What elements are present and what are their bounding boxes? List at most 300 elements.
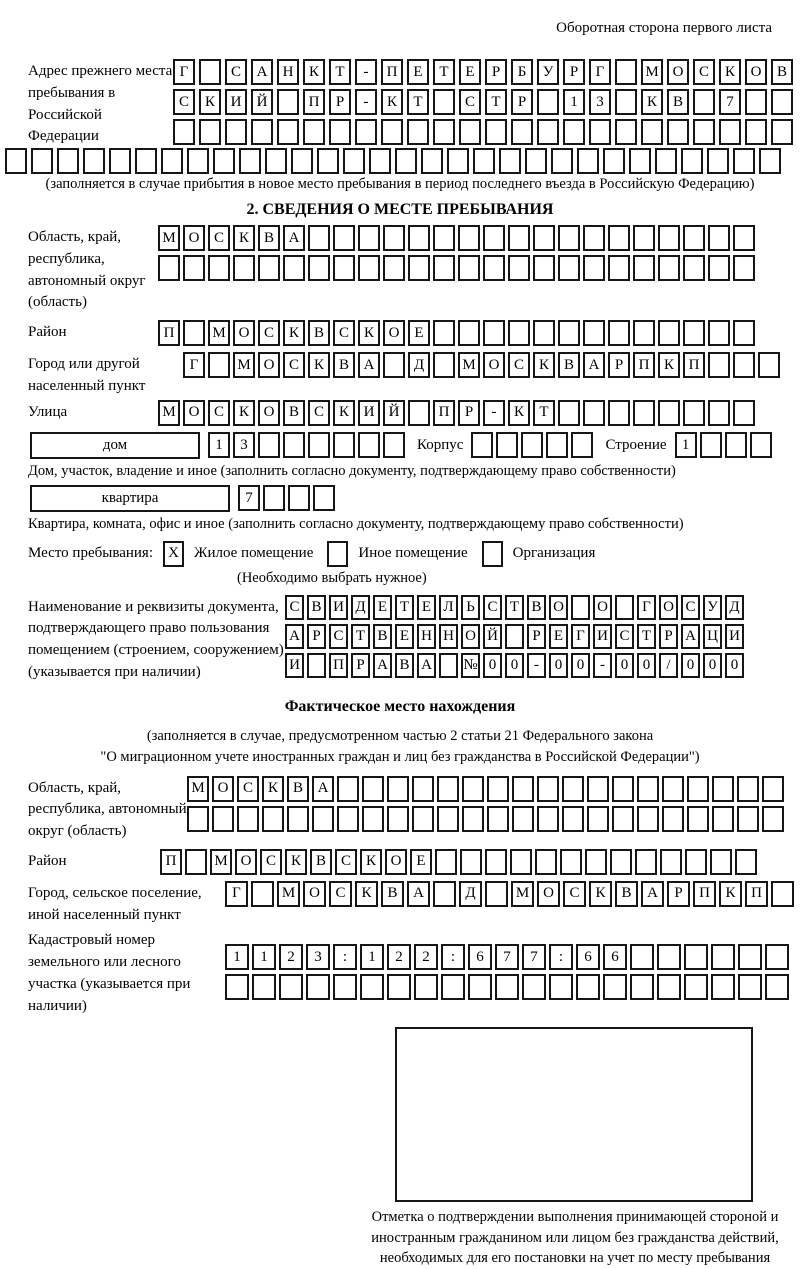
char-cell[interactable]: Л bbox=[439, 595, 458, 620]
char-cell[interactable]: : bbox=[333, 944, 357, 970]
char-cell[interactable]: К bbox=[658, 352, 680, 378]
char-cell[interactable] bbox=[251, 119, 273, 145]
char-cell[interactable] bbox=[83, 148, 105, 174]
char-cell[interactable] bbox=[258, 255, 280, 281]
char-cell[interactable] bbox=[525, 148, 547, 174]
char-cell[interactable] bbox=[630, 944, 654, 970]
char-cell[interactable] bbox=[637, 776, 659, 802]
char-cell[interactable]: Р bbox=[659, 624, 678, 649]
char-cell[interactable]: К bbox=[333, 400, 355, 426]
char-cell[interactable]: 3 bbox=[306, 944, 330, 970]
char-cell[interactable] bbox=[738, 944, 762, 970]
char-cell[interactable] bbox=[187, 148, 209, 174]
char-cell[interactable] bbox=[683, 400, 705, 426]
char-cell[interactable]: О bbox=[659, 595, 678, 620]
char-cell[interactable] bbox=[658, 400, 680, 426]
char-cell[interactable] bbox=[658, 225, 680, 251]
char-cell[interactable] bbox=[483, 255, 505, 281]
char-cell[interactable] bbox=[660, 849, 682, 875]
char-cell[interactable] bbox=[610, 849, 632, 875]
char-cell[interactable] bbox=[762, 806, 784, 832]
char-cell[interactable]: С bbox=[173, 89, 195, 115]
char-cell[interactable] bbox=[558, 255, 580, 281]
char-cell[interactable]: 0 bbox=[637, 653, 656, 678]
char-cell[interactable]: К bbox=[360, 849, 382, 875]
char-cell[interactable] bbox=[237, 806, 259, 832]
char-cell[interactable] bbox=[612, 806, 634, 832]
char-cell[interactable]: О bbox=[549, 595, 568, 620]
char-cell[interactable] bbox=[685, 849, 707, 875]
char-cell[interactable] bbox=[711, 974, 735, 1000]
char-cell[interactable]: 1 bbox=[675, 432, 697, 458]
char-cell[interactable] bbox=[5, 148, 27, 174]
char-cell[interactable]: И bbox=[225, 89, 247, 115]
char-cell[interactable]: М bbox=[233, 352, 255, 378]
char-cell[interactable] bbox=[183, 320, 205, 346]
char-cell[interactable]: М bbox=[458, 352, 480, 378]
char-cell[interactable] bbox=[733, 148, 755, 174]
char-cell[interactable] bbox=[733, 255, 755, 281]
char-cell[interactable]: В bbox=[307, 595, 326, 620]
char-cell[interactable] bbox=[533, 225, 555, 251]
char-cell[interactable]: С bbox=[208, 225, 230, 251]
char-cell[interactable]: Т bbox=[505, 595, 524, 620]
char-cell[interactable]: П bbox=[433, 400, 455, 426]
char-cell[interactable] bbox=[433, 352, 455, 378]
char-cell[interactable]: А bbox=[641, 881, 664, 907]
char-cell[interactable]: Т bbox=[485, 89, 507, 115]
char-cell[interactable]: / bbox=[659, 653, 678, 678]
char-cell[interactable] bbox=[537, 89, 559, 115]
char-cell[interactable]: Т bbox=[637, 624, 656, 649]
char-cell[interactable] bbox=[358, 255, 380, 281]
char-cell[interactable]: И bbox=[725, 624, 744, 649]
char-cell[interactable]: 6 bbox=[603, 944, 627, 970]
char-cell[interactable] bbox=[307, 653, 326, 678]
char-cell[interactable] bbox=[750, 432, 772, 458]
char-cell[interactable] bbox=[738, 974, 762, 1000]
char-cell[interactable]: Т bbox=[351, 624, 370, 649]
char-cell[interactable] bbox=[383, 225, 405, 251]
char-cell[interactable]: А bbox=[312, 776, 334, 802]
char-cell[interactable]: Т bbox=[407, 89, 429, 115]
char-cell[interactable] bbox=[615, 59, 637, 85]
char-cell[interactable]: О bbox=[212, 776, 234, 802]
char-cell[interactable] bbox=[225, 974, 249, 1000]
char-cell[interactable] bbox=[641, 119, 663, 145]
char-cell[interactable] bbox=[258, 432, 280, 458]
char-cell[interactable] bbox=[537, 119, 559, 145]
char-cell[interactable] bbox=[683, 255, 705, 281]
char-cell[interactable]: Н bbox=[439, 624, 458, 649]
char-cell[interactable]: У bbox=[537, 59, 559, 85]
char-cell[interactable]: С bbox=[285, 595, 304, 620]
char-cell[interactable] bbox=[510, 849, 532, 875]
char-cell[interactable]: О bbox=[383, 320, 405, 346]
char-cell[interactable] bbox=[537, 806, 559, 832]
char-cell[interactable] bbox=[583, 320, 605, 346]
char-cell[interactable] bbox=[587, 806, 609, 832]
char-cell[interactable] bbox=[505, 624, 524, 649]
char-cell[interactable]: К bbox=[283, 320, 305, 346]
char-cell[interactable]: Г bbox=[589, 59, 611, 85]
char-cell[interactable] bbox=[421, 148, 443, 174]
char-cell[interactable]: К bbox=[533, 352, 555, 378]
char-cell[interactable]: Й bbox=[483, 624, 502, 649]
char-cell[interactable] bbox=[733, 400, 755, 426]
char-cell[interactable] bbox=[658, 255, 680, 281]
char-cell[interactable] bbox=[313, 485, 335, 511]
char-cell[interactable]: Е bbox=[373, 595, 392, 620]
char-cell[interactable] bbox=[387, 974, 411, 1000]
char-cell[interactable]: Г bbox=[225, 881, 248, 907]
char-cell[interactable]: С bbox=[335, 849, 357, 875]
char-cell[interactable]: М bbox=[277, 881, 300, 907]
char-cell[interactable] bbox=[745, 119, 767, 145]
char-cell[interactable] bbox=[333, 255, 355, 281]
char-cell[interactable] bbox=[708, 255, 730, 281]
char-cell[interactable]: А bbox=[285, 624, 304, 649]
char-cell[interactable] bbox=[615, 119, 637, 145]
char-cell[interactable] bbox=[583, 225, 605, 251]
char-cell[interactable] bbox=[771, 881, 794, 907]
char-cell[interactable]: В bbox=[395, 653, 414, 678]
char-cell[interactable]: П bbox=[329, 653, 348, 678]
char-cell[interactable] bbox=[412, 806, 434, 832]
char-cell[interactable]: С bbox=[283, 352, 305, 378]
char-cell[interactable] bbox=[412, 776, 434, 802]
char-cell[interactable] bbox=[635, 849, 657, 875]
char-cell[interactable] bbox=[362, 806, 384, 832]
char-cell[interactable]: М bbox=[210, 849, 232, 875]
char-cell[interactable] bbox=[485, 119, 507, 145]
char-cell[interactable]: А bbox=[681, 624, 700, 649]
char-cell[interactable] bbox=[733, 320, 755, 346]
char-cell[interactable] bbox=[485, 849, 507, 875]
char-cell[interactable] bbox=[511, 119, 533, 145]
char-cell[interactable] bbox=[263, 485, 285, 511]
char-cell[interactable]: О bbox=[593, 595, 612, 620]
char-cell[interactable] bbox=[684, 944, 708, 970]
char-cell[interactable] bbox=[433, 89, 455, 115]
char-cell[interactable] bbox=[288, 485, 310, 511]
char-cell[interactable]: 0 bbox=[725, 653, 744, 678]
char-cell[interactable] bbox=[337, 806, 359, 832]
char-cell[interactable] bbox=[560, 849, 582, 875]
char-cell[interactable] bbox=[537, 776, 559, 802]
stay-type-residential-checkbox[interactable]: X bbox=[163, 541, 184, 567]
char-cell[interactable]: 7 bbox=[719, 89, 741, 115]
char-cell[interactable] bbox=[577, 148, 599, 174]
char-cell[interactable] bbox=[687, 776, 709, 802]
char-cell[interactable] bbox=[485, 881, 508, 907]
char-cell[interactable]: В bbox=[258, 225, 280, 251]
char-cell[interactable]: 7 bbox=[495, 944, 519, 970]
char-cell[interactable] bbox=[437, 806, 459, 832]
char-cell[interactable] bbox=[683, 225, 705, 251]
char-cell[interactable] bbox=[712, 776, 734, 802]
char-cell[interactable]: О bbox=[745, 59, 767, 85]
char-cell[interactable] bbox=[608, 255, 630, 281]
char-cell[interactable]: - bbox=[483, 400, 505, 426]
char-cell[interactable]: К bbox=[233, 400, 255, 426]
char-cell[interactable]: 0 bbox=[703, 653, 722, 678]
char-cell[interactable] bbox=[408, 400, 430, 426]
char-cell[interactable] bbox=[333, 974, 357, 1000]
char-cell[interactable] bbox=[208, 352, 230, 378]
char-cell[interactable] bbox=[508, 225, 530, 251]
char-cell[interactable] bbox=[460, 849, 482, 875]
char-cell[interactable] bbox=[369, 148, 391, 174]
char-cell[interactable] bbox=[585, 849, 607, 875]
char-cell[interactable] bbox=[383, 432, 405, 458]
char-cell[interactable]: 2 bbox=[414, 944, 438, 970]
char-cell[interactable]: С bbox=[333, 320, 355, 346]
char-cell[interactable] bbox=[745, 89, 767, 115]
char-cell[interactable] bbox=[549, 974, 573, 1000]
char-cell[interactable]: Г bbox=[637, 595, 656, 620]
char-cell[interactable] bbox=[358, 432, 380, 458]
char-cell[interactable] bbox=[655, 148, 677, 174]
char-cell[interactable] bbox=[707, 148, 729, 174]
char-cell[interactable] bbox=[551, 148, 573, 174]
char-cell[interactable]: Н bbox=[277, 59, 299, 85]
char-cell[interactable] bbox=[633, 320, 655, 346]
char-cell[interactable] bbox=[658, 320, 680, 346]
char-cell[interactable] bbox=[473, 148, 495, 174]
char-cell[interactable]: П bbox=[381, 59, 403, 85]
char-cell[interactable] bbox=[693, 119, 715, 145]
char-cell[interactable] bbox=[533, 320, 555, 346]
char-cell[interactable] bbox=[183, 255, 205, 281]
char-cell[interactable]: П bbox=[683, 352, 705, 378]
char-cell[interactable] bbox=[135, 148, 157, 174]
char-cell[interactable]: А bbox=[407, 881, 430, 907]
char-cell[interactable]: Р bbox=[563, 59, 585, 85]
char-cell[interactable] bbox=[512, 806, 534, 832]
char-cell[interactable] bbox=[303, 119, 325, 145]
char-cell[interactable]: В bbox=[527, 595, 546, 620]
char-cell[interactable]: К bbox=[381, 89, 403, 115]
char-cell[interactable]: Т bbox=[433, 59, 455, 85]
char-cell[interactable] bbox=[462, 776, 484, 802]
char-cell[interactable]: К bbox=[589, 881, 612, 907]
char-cell[interactable]: У bbox=[703, 595, 722, 620]
char-cell[interactable] bbox=[265, 148, 287, 174]
char-cell[interactable]: С bbox=[258, 320, 280, 346]
char-cell[interactable] bbox=[495, 974, 519, 1000]
char-cell[interactable] bbox=[407, 119, 429, 145]
char-cell[interactable]: 1 bbox=[252, 944, 276, 970]
char-cell[interactable]: Т bbox=[533, 400, 555, 426]
char-cell[interactable] bbox=[277, 119, 299, 145]
char-cell[interactable]: П bbox=[745, 881, 768, 907]
char-cell[interactable] bbox=[733, 352, 755, 378]
char-cell[interactable] bbox=[712, 806, 734, 832]
char-cell[interactable] bbox=[277, 89, 299, 115]
char-cell[interactable] bbox=[199, 59, 221, 85]
char-cell[interactable] bbox=[725, 432, 747, 458]
char-cell[interactable]: К bbox=[719, 59, 741, 85]
char-cell[interactable]: Д bbox=[351, 595, 370, 620]
char-cell[interactable]: О bbox=[183, 225, 205, 251]
char-cell[interactable]: К bbox=[308, 352, 330, 378]
char-cell[interactable]: 0 bbox=[571, 653, 590, 678]
char-cell[interactable] bbox=[512, 776, 534, 802]
char-cell[interactable]: О bbox=[537, 881, 560, 907]
char-cell[interactable] bbox=[708, 320, 730, 346]
char-cell[interactable]: 2 bbox=[279, 944, 303, 970]
char-cell[interactable]: С bbox=[260, 849, 282, 875]
char-cell[interactable] bbox=[333, 432, 355, 458]
char-cell[interactable]: И bbox=[358, 400, 380, 426]
char-cell[interactable] bbox=[458, 225, 480, 251]
char-cell[interactable]: Е bbox=[410, 849, 432, 875]
char-cell[interactable] bbox=[262, 806, 284, 832]
char-cell[interactable]: Т bbox=[329, 59, 351, 85]
char-cell[interactable] bbox=[395, 148, 417, 174]
char-cell[interactable] bbox=[483, 225, 505, 251]
char-cell[interactable] bbox=[571, 432, 593, 458]
char-cell[interactable] bbox=[458, 255, 480, 281]
char-cell[interactable]: С bbox=[308, 400, 330, 426]
char-cell[interactable]: 0 bbox=[505, 653, 524, 678]
char-cell[interactable] bbox=[558, 400, 580, 426]
char-cell[interactable]: 0 bbox=[681, 653, 700, 678]
char-cell[interactable] bbox=[458, 320, 480, 346]
char-cell[interactable] bbox=[657, 974, 681, 1000]
char-cell[interactable] bbox=[562, 806, 584, 832]
char-cell[interactable]: М bbox=[641, 59, 663, 85]
char-cell[interactable] bbox=[312, 806, 334, 832]
char-cell[interactable] bbox=[355, 119, 377, 145]
char-cell[interactable]: 7 bbox=[522, 944, 546, 970]
char-cell[interactable] bbox=[233, 255, 255, 281]
char-cell[interactable] bbox=[508, 320, 530, 346]
char-cell[interactable] bbox=[383, 352, 405, 378]
char-cell[interactable]: С bbox=[329, 881, 352, 907]
char-cell[interactable] bbox=[719, 119, 741, 145]
char-cell[interactable]: Р bbox=[667, 881, 690, 907]
char-cell[interactable] bbox=[508, 255, 530, 281]
char-cell[interactable] bbox=[535, 849, 557, 875]
char-cell[interactable] bbox=[684, 974, 708, 1000]
char-cell[interactable] bbox=[683, 320, 705, 346]
char-cell[interactable]: 3 bbox=[233, 432, 255, 458]
char-cell[interactable]: Р bbox=[458, 400, 480, 426]
char-cell[interactable]: К bbox=[262, 776, 284, 802]
char-cell[interactable]: К bbox=[641, 89, 663, 115]
stay-type-other-checkbox[interactable] bbox=[327, 541, 348, 567]
char-cell[interactable] bbox=[199, 119, 221, 145]
char-cell[interactable] bbox=[252, 974, 276, 1000]
char-cell[interactable] bbox=[612, 776, 634, 802]
char-cell[interactable] bbox=[208, 255, 230, 281]
char-cell[interactable] bbox=[681, 148, 703, 174]
char-cell[interactable]: О bbox=[303, 881, 326, 907]
char-cell[interactable] bbox=[433, 119, 455, 145]
char-cell[interactable] bbox=[387, 776, 409, 802]
char-cell[interactable] bbox=[558, 320, 580, 346]
char-cell[interactable]: В bbox=[283, 400, 305, 426]
char-cell[interactable]: 0 bbox=[549, 653, 568, 678]
char-cell[interactable] bbox=[708, 225, 730, 251]
char-cell[interactable] bbox=[439, 653, 458, 678]
char-cell[interactable] bbox=[279, 974, 303, 1000]
char-cell[interactable] bbox=[360, 974, 384, 1000]
char-cell[interactable]: Р bbox=[329, 89, 351, 115]
char-cell[interactable] bbox=[633, 255, 655, 281]
char-cell[interactable] bbox=[381, 119, 403, 145]
char-cell[interactable]: Е bbox=[407, 59, 429, 85]
char-cell[interactable] bbox=[185, 849, 207, 875]
char-cell[interactable]: М bbox=[208, 320, 230, 346]
char-cell[interactable]: П bbox=[693, 881, 716, 907]
char-cell[interactable]: - bbox=[527, 653, 546, 678]
char-cell[interactable] bbox=[693, 89, 715, 115]
char-cell[interactable]: О bbox=[667, 59, 689, 85]
char-cell[interactable] bbox=[667, 119, 689, 145]
char-cell[interactable]: Д bbox=[408, 352, 430, 378]
char-cell[interactable] bbox=[629, 148, 651, 174]
char-cell[interactable] bbox=[759, 148, 781, 174]
stay-type-organization-checkbox[interactable] bbox=[482, 541, 503, 567]
char-cell[interactable]: Е bbox=[459, 59, 481, 85]
char-cell[interactable]: И bbox=[285, 653, 304, 678]
char-cell[interactable] bbox=[343, 148, 365, 174]
char-cell[interactable]: 1 bbox=[225, 944, 249, 970]
char-cell[interactable] bbox=[283, 255, 305, 281]
char-cell[interactable] bbox=[711, 944, 735, 970]
char-cell[interactable] bbox=[471, 432, 493, 458]
char-cell[interactable] bbox=[558, 225, 580, 251]
char-cell[interactable]: Н bbox=[417, 624, 436, 649]
char-cell[interactable] bbox=[687, 806, 709, 832]
char-cell[interactable] bbox=[608, 320, 630, 346]
char-cell[interactable] bbox=[31, 148, 53, 174]
char-cell[interactable]: 1 bbox=[563, 89, 585, 115]
char-cell[interactable] bbox=[251, 881, 274, 907]
char-cell[interactable]: С bbox=[508, 352, 530, 378]
char-cell[interactable] bbox=[737, 806, 759, 832]
char-cell[interactable]: 2 bbox=[387, 944, 411, 970]
char-cell[interactable]: С bbox=[563, 881, 586, 907]
char-cell[interactable]: С bbox=[237, 776, 259, 802]
char-cell[interactable] bbox=[433, 881, 456, 907]
char-cell[interactable]: С bbox=[459, 89, 481, 115]
char-cell[interactable] bbox=[765, 944, 789, 970]
char-cell[interactable]: П bbox=[303, 89, 325, 115]
char-cell[interactable]: 0 bbox=[483, 653, 502, 678]
char-cell[interactable]: М bbox=[158, 400, 180, 426]
char-cell[interactable]: С bbox=[483, 595, 502, 620]
char-cell[interactable]: О bbox=[258, 400, 280, 426]
char-cell[interactable] bbox=[333, 225, 355, 251]
char-cell[interactable]: В bbox=[558, 352, 580, 378]
char-cell[interactable]: 7 bbox=[238, 485, 260, 511]
char-cell[interactable] bbox=[433, 320, 455, 346]
char-cell[interactable] bbox=[758, 352, 780, 378]
char-cell[interactable] bbox=[735, 849, 757, 875]
char-cell[interactable]: Р bbox=[527, 624, 546, 649]
char-cell[interactable] bbox=[287, 806, 309, 832]
char-cell[interactable] bbox=[414, 974, 438, 1000]
char-cell[interactable]: М bbox=[511, 881, 534, 907]
char-cell[interactable] bbox=[662, 776, 684, 802]
char-cell[interactable]: Ь bbox=[461, 595, 480, 620]
char-cell[interactable] bbox=[771, 119, 793, 145]
char-cell[interactable] bbox=[468, 974, 492, 1000]
